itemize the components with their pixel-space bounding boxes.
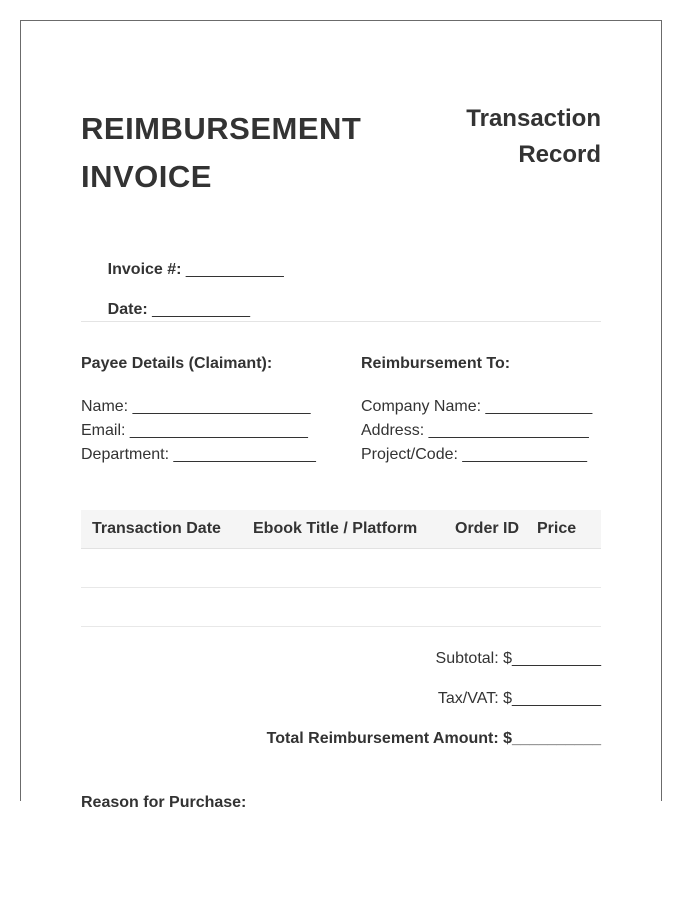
totals-section [81,649,601,769]
invoice-title-line2: INVOICE [81,159,212,194]
invoice-title [81,105,401,201]
column-header-ebook-title: Ebook Title / Platform [253,520,418,537]
address-field[interactable]: Address: __________________ [361,422,589,439]
table-row[interactable] [81,588,601,627]
invoice-subtitle-line2: Record [518,141,601,168]
header-divider [81,321,601,322]
date-label: Date: [107,301,148,318]
invoice-number-label: Invoice #: [107,261,182,278]
transaction-table [81,510,601,627]
total-reimbursement-field[interactable]: Total Reimbursement Amount: $__________ [266,730,601,747]
payee-email-field[interactable]: Email: ____________________ [81,422,308,439]
date-field[interactable] [81,283,250,337]
company-name-field[interactable]: Company Name: ____________ [361,398,593,415]
reason-for-purchase-label: Reason for Purchase: [81,794,247,811]
column-header-price: Price [537,520,577,537]
invoice-document [20,20,662,811]
payee-department-field[interactable]: Department: ________________ [81,446,316,463]
invoice-number-blank[interactable]: ___________ [181,261,284,278]
reimbursement-to-section [361,355,621,467]
payee-details-heading: Payee Details (Claimant): [81,355,273,372]
invoice-subtitle-line1: Transaction [466,105,601,132]
tax-vat-field[interactable]: Tax/VAT: $__________ [437,690,601,707]
table-header [81,510,601,549]
column-header-order-id: Order ID [455,520,520,537]
table-row[interactable] [81,549,601,588]
invoice-title-line1: REIMBURSEMENT [81,111,362,146]
subtotal-field[interactable]: Subtotal: $__________ [435,650,601,667]
payee-name-field[interactable]: Name: ____________________ [81,398,311,415]
project-code-field[interactable]: Project/Code: ______________ [361,446,587,463]
reimbursement-to-heading: Reimbursement To: [361,355,511,372]
date-blank[interactable]: ___________ [147,301,251,318]
column-header-transaction-date: Transaction Date [92,520,221,537]
invoice-subtitle [431,101,601,173]
payee-details-section [81,355,341,467]
